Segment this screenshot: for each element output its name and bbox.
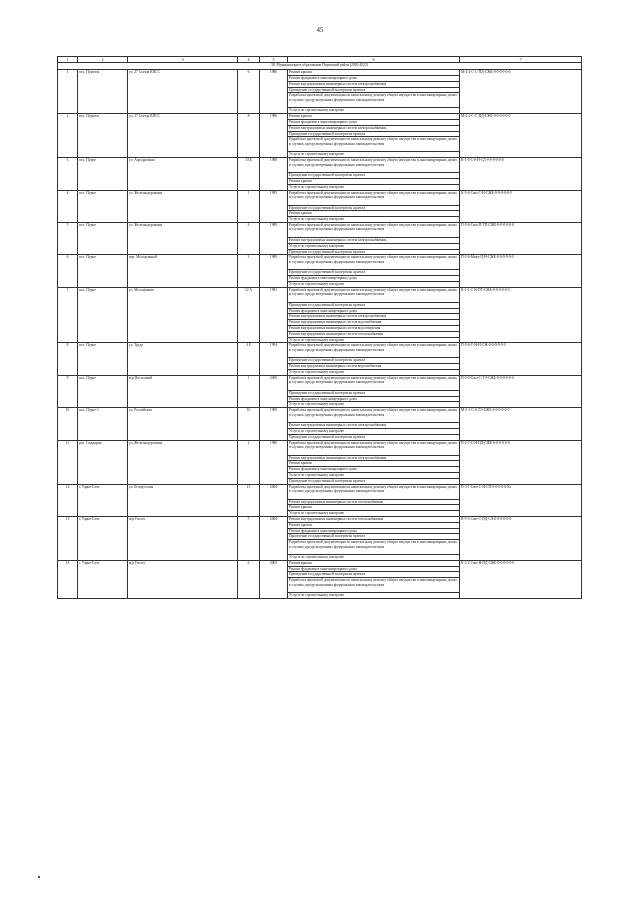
- house-code-cell: П-5-6-Сжп-П-ТП-СЖБ-0-0-0-0-0-0: [460, 223, 582, 255]
- settlement-cell: пос. Пурпе: [78, 343, 128, 375]
- work-type-cell: Ремонт крыши: [288, 560, 460, 566]
- record-number: 4: [58, 190, 78, 222]
- house-number-cell: 2: [238, 440, 260, 484]
- work-type-cell: Разработка проектной документации по капитальному ремонту общего имущества в многоквартирных домах в случаях, предусмотренных федеральным законодательством: [288, 484, 460, 499]
- build-year-cell: 1999: [260, 408, 288, 440]
- settlement-cell: пос. Пурпе: [78, 375, 128, 407]
- house-code-cell: П-2-6-Мпкт-Ц-Н-СЖБ-0-0-0-0-0-0: [460, 255, 582, 287]
- settlement-cell: г. Тарко-Сале: [78, 484, 128, 516]
- record-number: 2: [58, 114, 78, 158]
- settlement-cell: пос. Пурпе: [78, 255, 128, 287]
- work-type-cell: Разработка проектной документации по капитальному ремонту общего имущества в многоквартирных домах в случаях, предусмотренных федеральным законодательством: [288, 158, 460, 173]
- house-number-cell: 15: [238, 484, 260, 516]
- section-title: 38. Муниципальное образование Пуровский район (2020-2022): [58, 63, 582, 70]
- house-number-cell: 10: [238, 408, 260, 440]
- work-type-cell: Разработка проектной документации по капитальному ремонту общего имущества в многоквартирных домах в случаях, предусмотренных федеральным законодательством: [288, 343, 460, 358]
- column-header: 1: [58, 57, 78, 63]
- column-header: 4: [238, 57, 260, 63]
- build-year-cell: 1986: [260, 70, 288, 114]
- build-year-cell: 1981: [260, 287, 288, 343]
- work-type-cell: Проведение государственной экспертизы проекта: [288, 434, 460, 440]
- work-type-cell: Ремонт фундамента многоквартирного дома: [288, 566, 460, 572]
- work-type-cell: Проведение государственной экспертизы проекта: [288, 478, 460, 484]
- work-type-cell: Проведение государственной экспертизы проекта: [288, 572, 460, 578]
- work-type-cell: Проведение государственной экспертизы проекта: [288, 173, 460, 179]
- table-row: [58, 223, 582, 238]
- work-type-cell: Проведение государственной экспертизы проекта: [288, 249, 460, 255]
- work-type-cell: Разработка проектной документации по капитальному ремонту общего имущества в многоквартирных домах в случаях, предусмотренных федеральным законодательством: [288, 190, 460, 205]
- work-type-cell: Ремонт фундамента многоквартирного дома: [288, 120, 460, 126]
- work-type-cell: Ремонт внутридомовых инженерных систем электроснабжения: [288, 455, 460, 461]
- house-code-cell: К-1-0-С-0-Н-СД-0-0-0-0-0-0: [460, 158, 582, 190]
- house-number-cell: 6: [238, 70, 260, 114]
- work-type-cell: Разработка проектной документации по капитальному ремонту общего имущества в многоквартирных домах в случаях, предусмотренных федеральным законодательством: [288, 540, 460, 555]
- work-type-cell: Услуги по строительному контролю: [288, 593, 460, 599]
- work-type-cell: Услуги по строительному контролю: [288, 184, 460, 190]
- record-number: 13: [58, 516, 78, 560]
- street-cell: м/р Геолог: [128, 516, 238, 560]
- work-type-cell: Ремонт фундамента многоквартирного дома: [288, 396, 460, 402]
- record-number: 9: [58, 375, 78, 407]
- table-row: [58, 343, 582, 358]
- work-type-cell: Услуги по строительному контролю: [288, 402, 460, 408]
- street-cell: ул. Железнодорожная: [128, 223, 238, 255]
- work-type-cell: Услуги по строительному контролю: [288, 472, 460, 478]
- house-code-cell: П-3-1-Сжп-С-Н-СП-0-0-0-0-0-Кз: [460, 484, 582, 516]
- build-year-cell: 1989: [260, 223, 288, 255]
- work-type-cell: Ремонт крыши: [288, 114, 460, 120]
- table-row: [58, 190, 582, 205]
- work-type-cell: Ремонт внутридомовых инженерных систем теплоснабжения: [288, 499, 460, 505]
- settlement-cell: пос. Пуровск: [78, 114, 128, 158]
- house-code-cell: М-2-1-С-0-ТЭ-СЖБ-0-0-0-0-0-0: [460, 408, 582, 440]
- table-row: [58, 158, 582, 173]
- work-type-cell: Ремонт крыши: [288, 522, 460, 528]
- work-type-cell: Ремонт внутридомовых инженерных систем теплоснабжения: [288, 516, 460, 522]
- street-cell: м/р Геолог: [128, 560, 238, 598]
- house-code-cell: П-5-6-Сжп-С-ТЭ-СЖБ-0-0-0-0-0-0: [460, 375, 582, 407]
- house-number-cell: 3: [238, 255, 260, 287]
- build-year-cell: 1985: [260, 190, 288, 222]
- work-type-cell: Услуги по строительному контролю: [288, 152, 460, 158]
- build-year-cell: 2003: [260, 560, 288, 598]
- street-cell: ул. Аэродромная: [128, 158, 238, 190]
- settlement-cell: пос. Пурпе-1: [78, 408, 128, 440]
- work-type-cell: Ремонт фундамента многоквартирного дома: [288, 308, 460, 314]
- build-year-cell: 2006: [260, 375, 288, 407]
- record-number: 12: [58, 484, 78, 516]
- street-cell: ул. Железнодорожная: [128, 190, 238, 222]
- work-type-cell: Ремонт крыши: [288, 179, 460, 185]
- street-cell: ул. Железнодорожная: [128, 440, 238, 484]
- build-year-cell: 1989: [260, 255, 288, 287]
- work-type-cell: Ремонт крыши: [288, 211, 460, 217]
- work-type-cell: Ремонт крыши: [288, 461, 460, 467]
- work-type-cell: Проведение государственной экспертизы проекта: [288, 205, 460, 211]
- work-type-cell: Ремонт крыши: [288, 70, 460, 76]
- record-number: 11: [58, 440, 78, 484]
- work-type-cell: Проведение государственной экспертизы проекта: [288, 270, 460, 276]
- page-number: 45: [316, 26, 324, 34]
- house-number-cell: 1: [238, 190, 260, 222]
- record-number: 8: [58, 343, 78, 375]
- street-cell: ул. Белорусская: [128, 484, 238, 516]
- build-year-cell: 2004: [260, 484, 288, 516]
- work-type-cell: Ремонт внутридомовых инженерных систем водоснабжения: [288, 364, 460, 370]
- house-number-cell: 12 А: [238, 287, 260, 343]
- record-number: 7: [58, 287, 78, 343]
- work-type-cell: Разработка проектной документации по капитальному ремонту общего имущества в многоквартирных домах в случаях, предусмотренных федеральным законодательством: [288, 223, 460, 238]
- build-year-cell: 1994: [260, 343, 288, 375]
- table-row: [58, 440, 582, 455]
- work-type-cell: Услуги по строительному контролю: [288, 281, 460, 287]
- work-type-cell: Ремонт внутридомовых инженерных систем электроснабжения: [288, 238, 460, 244]
- work-type-cell: Ремонт внутридомовых инженерных систем электроснабжения: [288, 423, 460, 429]
- work-type-cell: Ремонт фундамента многоквартирного дома: [288, 276, 460, 282]
- table-row: [58, 516, 582, 522]
- settlement-cell: пос. Пуровск: [78, 70, 128, 114]
- work-type-cell: Ремонт фундамента многоквартирного дома: [288, 528, 460, 534]
- work-type-cell: Ремонт внутридомовых инженерных систем водоотведения: [288, 325, 460, 331]
- house-number-cell: 6: [238, 560, 260, 598]
- column-header: 5: [260, 57, 288, 63]
- house-number-cell: 1: [238, 375, 260, 407]
- work-type-cell: Услуги по строительному контролю: [288, 337, 460, 343]
- work-type-cell: Услуги по строительному контролю: [288, 217, 460, 223]
- street-cell: пер. Молодежный: [128, 255, 238, 287]
- table-row: [58, 375, 582, 390]
- work-type-cell: Услуги по строительному контролю: [288, 555, 460, 561]
- work-type-cell: Услуги по строительному контролю: [288, 108, 460, 114]
- capital-repair-table: [57, 56, 582, 599]
- house-number-cell: 13 Б: [238, 158, 260, 190]
- work-type-cell: Проведение государственной экспертизы проекта: [288, 390, 460, 396]
- street-cell: ул. 27 Съезда КПСС: [128, 70, 238, 114]
- record-number: 1: [58, 70, 78, 114]
- house-number-cell: 4: [238, 223, 260, 255]
- scan-speck: [38, 876, 40, 878]
- house-code-cell: М-2-2-С-С-ПД-СЖБ-0-0-0-0-0-0: [460, 114, 582, 158]
- house-code-cell: К-9-3-Сжп-С-ПД-СЛ-0-0-0-0-0-0: [460, 516, 582, 560]
- house-number-cell: 8: [238, 114, 260, 158]
- record-number: 6: [58, 255, 78, 287]
- table-row: [58, 287, 582, 302]
- settlement-cell: пос. Пурпе: [78, 190, 128, 222]
- house-code-cell: П-5-6-С-Н-Н-СЖ-0-0-0-0-0-0: [460, 343, 582, 375]
- build-year-cell: 1986: [260, 114, 288, 158]
- house-number-cell: 5: [238, 516, 260, 560]
- record-number: 10: [58, 408, 78, 440]
- work-type-cell: Услуги по строительному контролю: [288, 428, 460, 434]
- build-year-cell: 2004: [260, 516, 288, 560]
- street-cell: ул. Труда: [128, 343, 238, 375]
- work-type-cell: Проведение государственной экспертизы проекта: [288, 131, 460, 137]
- street-cell: м/р Восточный: [128, 375, 238, 407]
- table-row: [58, 408, 582, 423]
- record-number: 14: [58, 560, 78, 598]
- work-type-cell: Ремонт внутридомовых инженерных систем водоснабжения: [288, 320, 460, 326]
- settlement-cell: пос. Пурпе: [78, 287, 128, 343]
- house-code-cell: К-2-1-С-Н-ПТ-СЖБ-0-0-0-0-0-0: [460, 287, 582, 343]
- table-row: [58, 255, 582, 270]
- work-type-cell: Ремонт внутридомовых инженерных систем электроснабжения: [288, 81, 460, 87]
- house-code-cell: М-2-2-С-С-ПД-СЖБ-0-0-0-0-0-0: [460, 70, 582, 114]
- work-type-cell: Разработка проектной документации по капитальному ремонту общего имущества в многоквартирных домах в случаях, предусмотренных федеральным законодательством: [288, 93, 460, 108]
- settlement-cell: пос. Пурпе: [78, 223, 128, 255]
- work-type-cell: Проведение государственной экспертизы проекта: [288, 534, 460, 540]
- work-type-cell: Разработка проектной документации по капитальному ремонту общего имущества в многоквартирных домах в случаях, предусмотренных федеральным законодательством: [288, 375, 460, 390]
- street-cell: ул. Молодёжная: [128, 287, 238, 343]
- work-type-cell: Проведение государственной экспертизы проекта: [288, 302, 460, 308]
- work-type-cell: Разработка проектной документации по капитальному ремонту общего имущества в многоквартирных домах в случаях, предусмотренных федеральным законодательством: [288, 578, 460, 593]
- table-row: [58, 484, 582, 499]
- work-type-cell: Проведение государственной экспертизы проекта: [288, 87, 460, 93]
- settlement-cell: пос. Пурпе: [78, 158, 128, 190]
- settlement-cell: г. Тарко-Сале: [78, 560, 128, 598]
- record-number: 3: [58, 158, 78, 190]
- section-row: [58, 63, 582, 70]
- work-type-cell: Разработка проектной документации по капитальному ремонту общего имущества в многоквартирных домах в случаях, предусмотренных федеральным законодательством: [288, 137, 460, 152]
- house-code-cell: К-3-2-Сжп-Н-ПД-СЖБ-0-0-0-0-0-0: [460, 560, 582, 598]
- work-type-cell: Разработка проектной документации по капитальному ремонту общего имущества в многоквартирных домах в случаях, предусмотренных федеральным законодательством: [288, 287, 460, 302]
- column-header: 2: [78, 57, 128, 63]
- build-year-cell: 1988: [260, 158, 288, 190]
- work-type-cell: Разработка проектной документации по капитальному ремонту общего имущества в многоквартирных домах в случаях, предусмотренных федеральным законодательством: [288, 255, 460, 270]
- work-type-cell: Ремонт фундамента многоквартирного дома: [288, 76, 460, 82]
- record-number: 5: [58, 223, 78, 255]
- house-code-cell: К-3-6-Сжп-С-Н-СЖБ-0-0-0-0-0-0: [460, 190, 582, 222]
- work-type-cell: Услуги по строительному контролю: [288, 511, 460, 517]
- house-number-cell: 4 Б: [238, 343, 260, 375]
- work-type-cell: Услуги по строительному контролю: [288, 243, 460, 249]
- work-type-cell: Разработка проектной документации по капитальному ремонту общего имущества в многоквартирных домах в случаях, предусмотренных федеральным законодательством: [288, 408, 460, 423]
- work-type-cell: Ремонт внутридомовых инженерных систем теплоснабжения: [288, 331, 460, 337]
- work-type-cell: Разработка проектной документации по капитальному ремонту общего имущества в многоквартирных домах в случаях, предусмотренных федеральным законодательством: [288, 440, 460, 455]
- house-code-cell: П-2-7-С-Н-ПД-СЖБ-0-0-0-0-0-0: [460, 440, 582, 484]
- work-type-cell: Ремонт крыши: [288, 505, 460, 511]
- build-year-cell: 1986: [260, 440, 288, 484]
- column-header: 6: [288, 57, 460, 63]
- street-cell: ул. Российская: [128, 408, 238, 440]
- street-cell: ул. 27 Съезда КПСС: [128, 114, 238, 158]
- column-header: 7: [460, 57, 582, 63]
- settlement-cell: г. Тарко-Сале: [78, 516, 128, 560]
- work-type-cell: Ремонт фундамента многоквартирного дома: [288, 467, 460, 473]
- work-type-cell: Ремонт внутридомовых инженерных систем электроснабжения: [288, 125, 460, 131]
- column-header: 3: [128, 57, 238, 63]
- work-type-cell: Проведение государственной экспертизы проекта: [288, 358, 460, 364]
- work-type-cell: Услуги по строительному контролю: [288, 369, 460, 375]
- settlement-cell: рсп. Сывдарма: [78, 440, 128, 484]
- work-type-cell: Ремонт внутридомовых инженерных систем электроснабжения: [288, 314, 460, 320]
